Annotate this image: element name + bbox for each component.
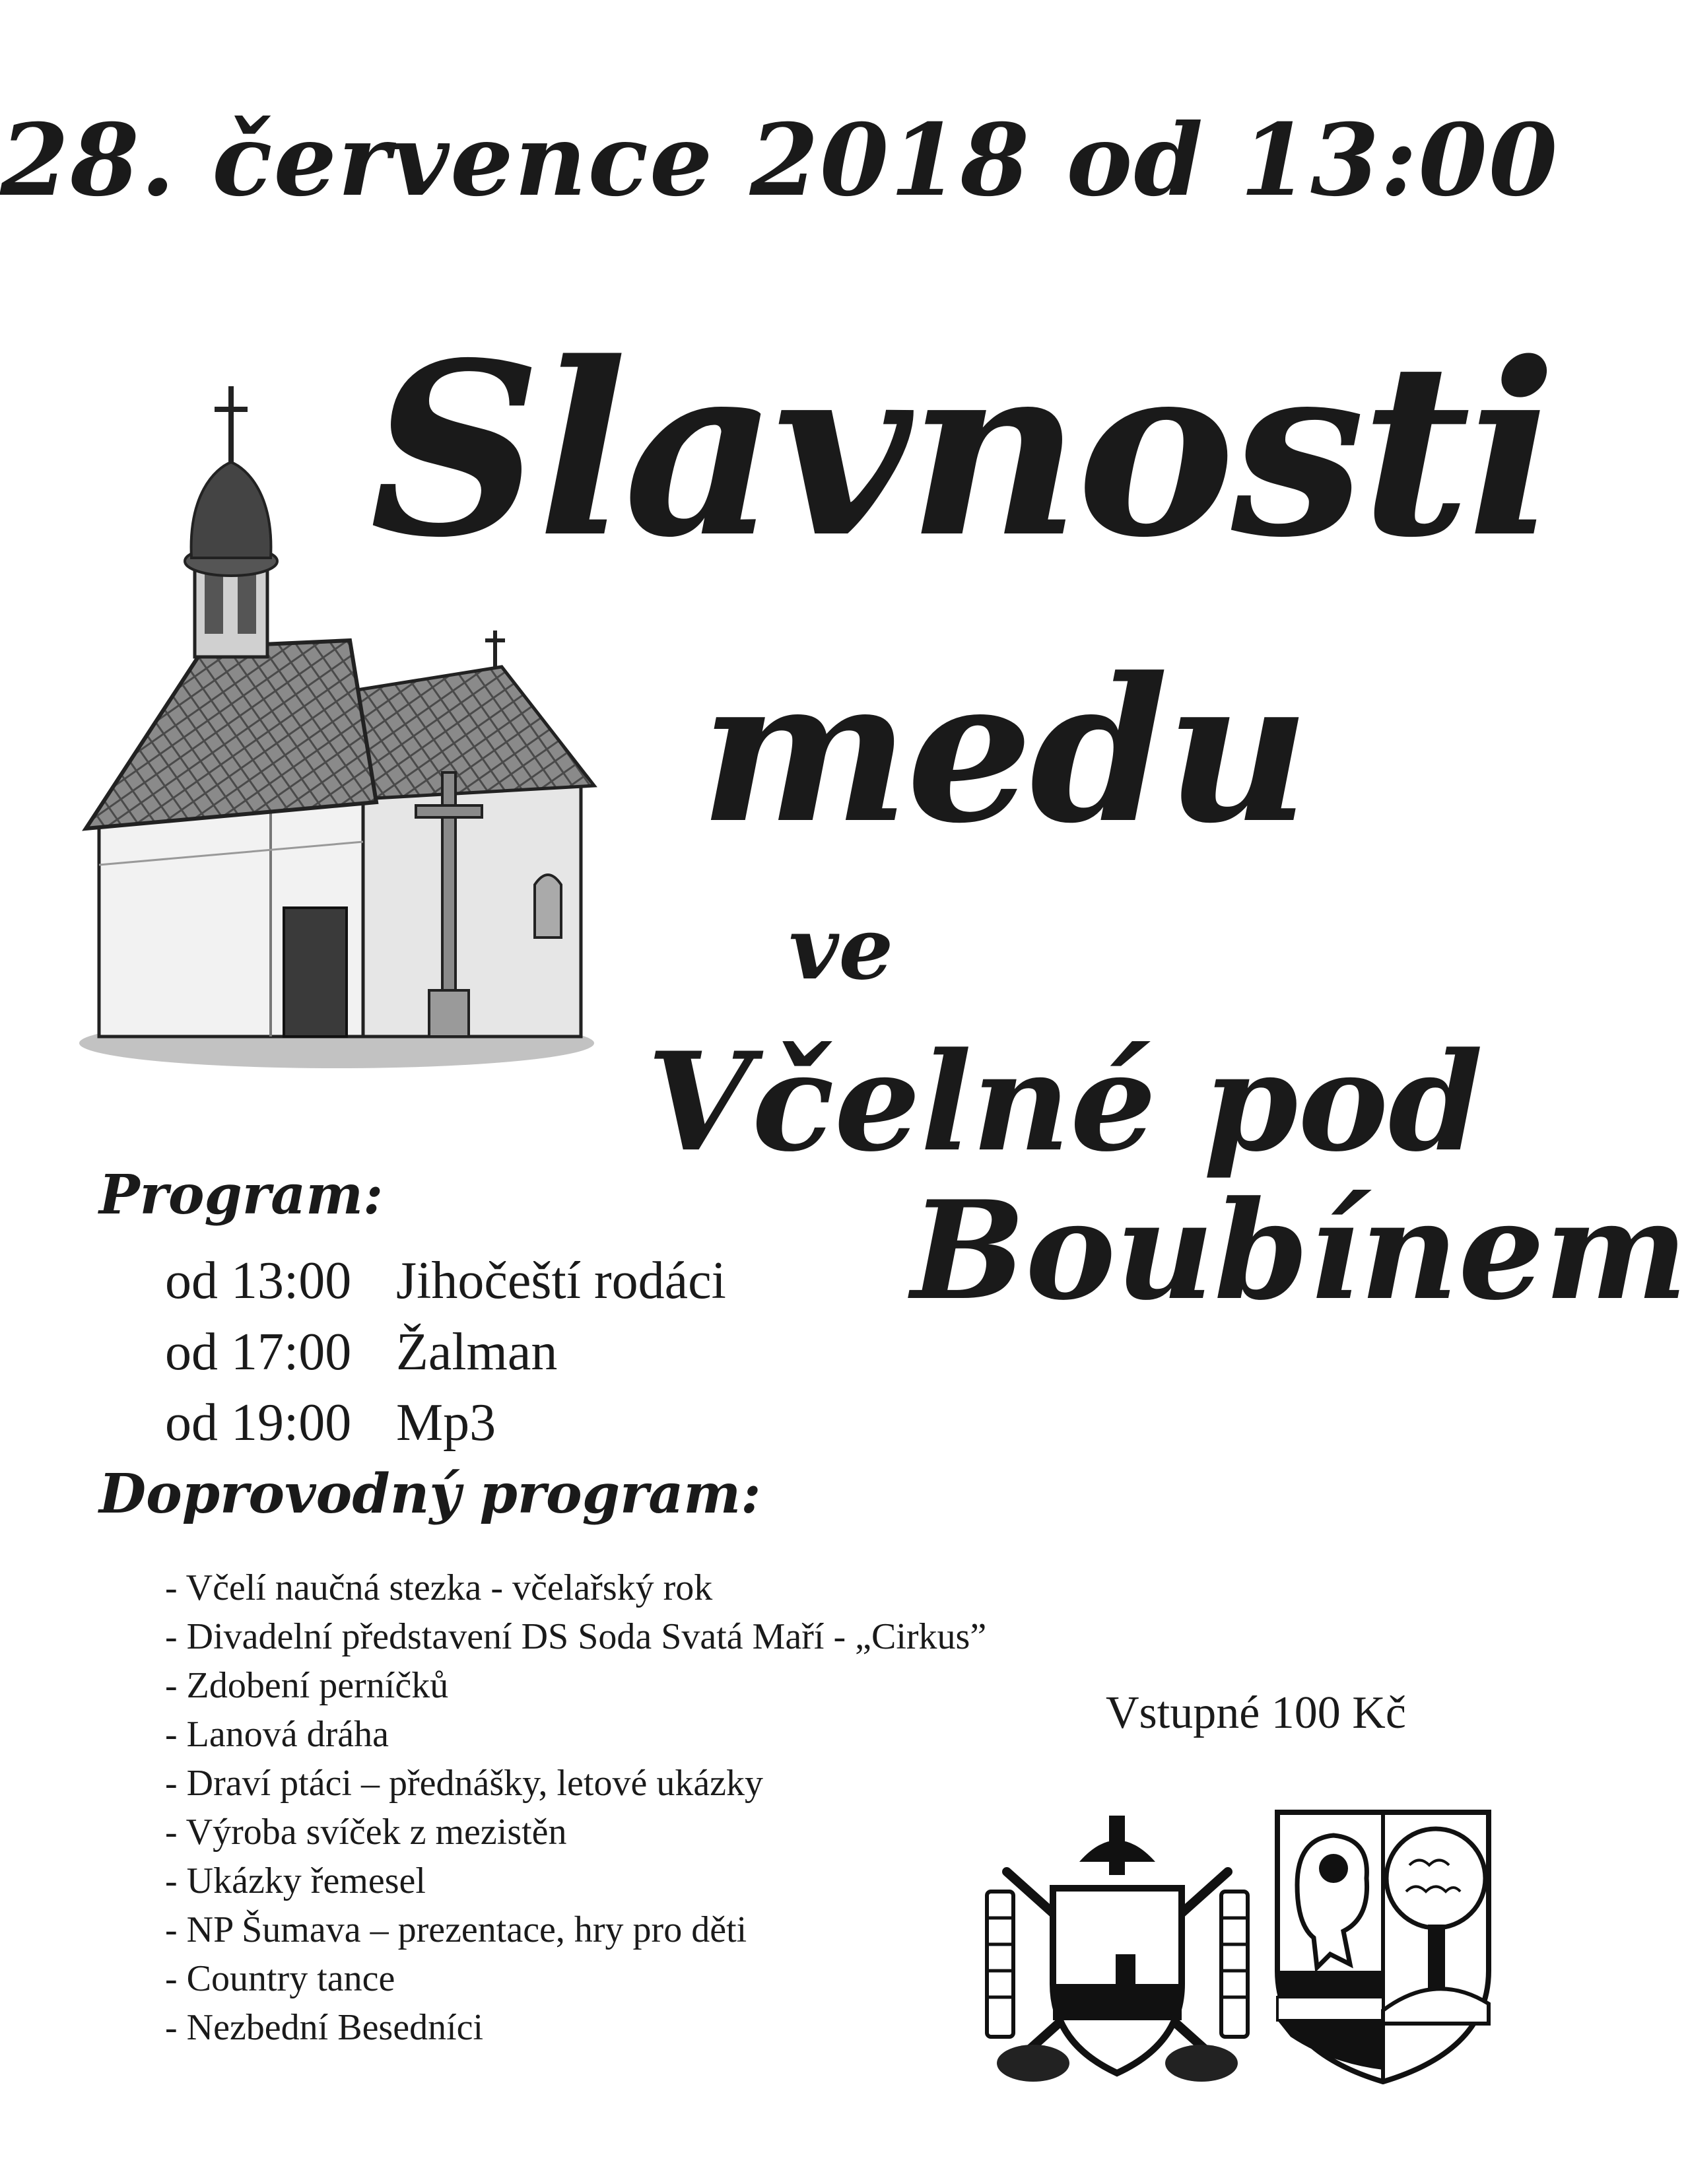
- side-program-item: - Včelí naučná stezka - včelařský rok: [165, 1567, 713, 1608]
- title-line-2: medu: [700, 634, 1308, 867]
- program-row: [165, 1393, 496, 1453]
- side-program-heading: Doprovodný program:: [99, 1462, 761, 1526]
- title-line-1: Slavnosti: [370, 310, 1553, 590]
- side-program-item: - Zdobení perníčků: [165, 1665, 449, 1706]
- firefighters-emblem-icon: [980, 1812, 1254, 2086]
- program-heading: Program:: [99, 1163, 384, 1227]
- program-time: od 17:00: [165, 1323, 352, 1381]
- side-program-item: - Nezbední Besedníci: [165, 2007, 484, 2048]
- side-program-item: - Country tance: [165, 1958, 395, 1999]
- entry-fee: Vstupné 100 Kč: [1106, 1688, 1406, 1738]
- program-row: [165, 1251, 726, 1311]
- event-date-time: 28. července 2018 od 13:00: [0, 102, 1559, 219]
- title-connector: ve: [789, 898, 894, 999]
- place-line-2: Boubínem: [911, 1172, 1688, 1330]
- program-act: Žalman: [396, 1323, 558, 1381]
- program-row: [165, 1322, 557, 1382]
- place-line-1: Včelné pod: [647, 1023, 1483, 1182]
- program-act: Mp3: [396, 1394, 496, 1452]
- side-program-item: - Lanová dráha: [165, 1714, 389, 1755]
- municipal-coat-of-arms-icon: [1271, 1806, 1495, 2086]
- side-program-item: - NP Šumava – prezentace, hry pro děti: [165, 1909, 747, 1950]
- side-program-item: - Divadelní představení DS Soda Svatá Maří - „Cirkus”: [165, 1616, 987, 1657]
- program-act: Jihočeští rodáci: [396, 1252, 726, 1310]
- side-program-item: - Výroba svíček z mezistěn: [165, 1812, 567, 1853]
- program-time: od 19:00: [165, 1394, 352, 1452]
- program-time: od 13:00: [165, 1252, 352, 1310]
- side-program-item: - Draví ptáci – přednášky, letové ukázky: [165, 1763, 764, 1804]
- side-program-item: - Ukázky řemesel: [165, 1860, 426, 1901]
